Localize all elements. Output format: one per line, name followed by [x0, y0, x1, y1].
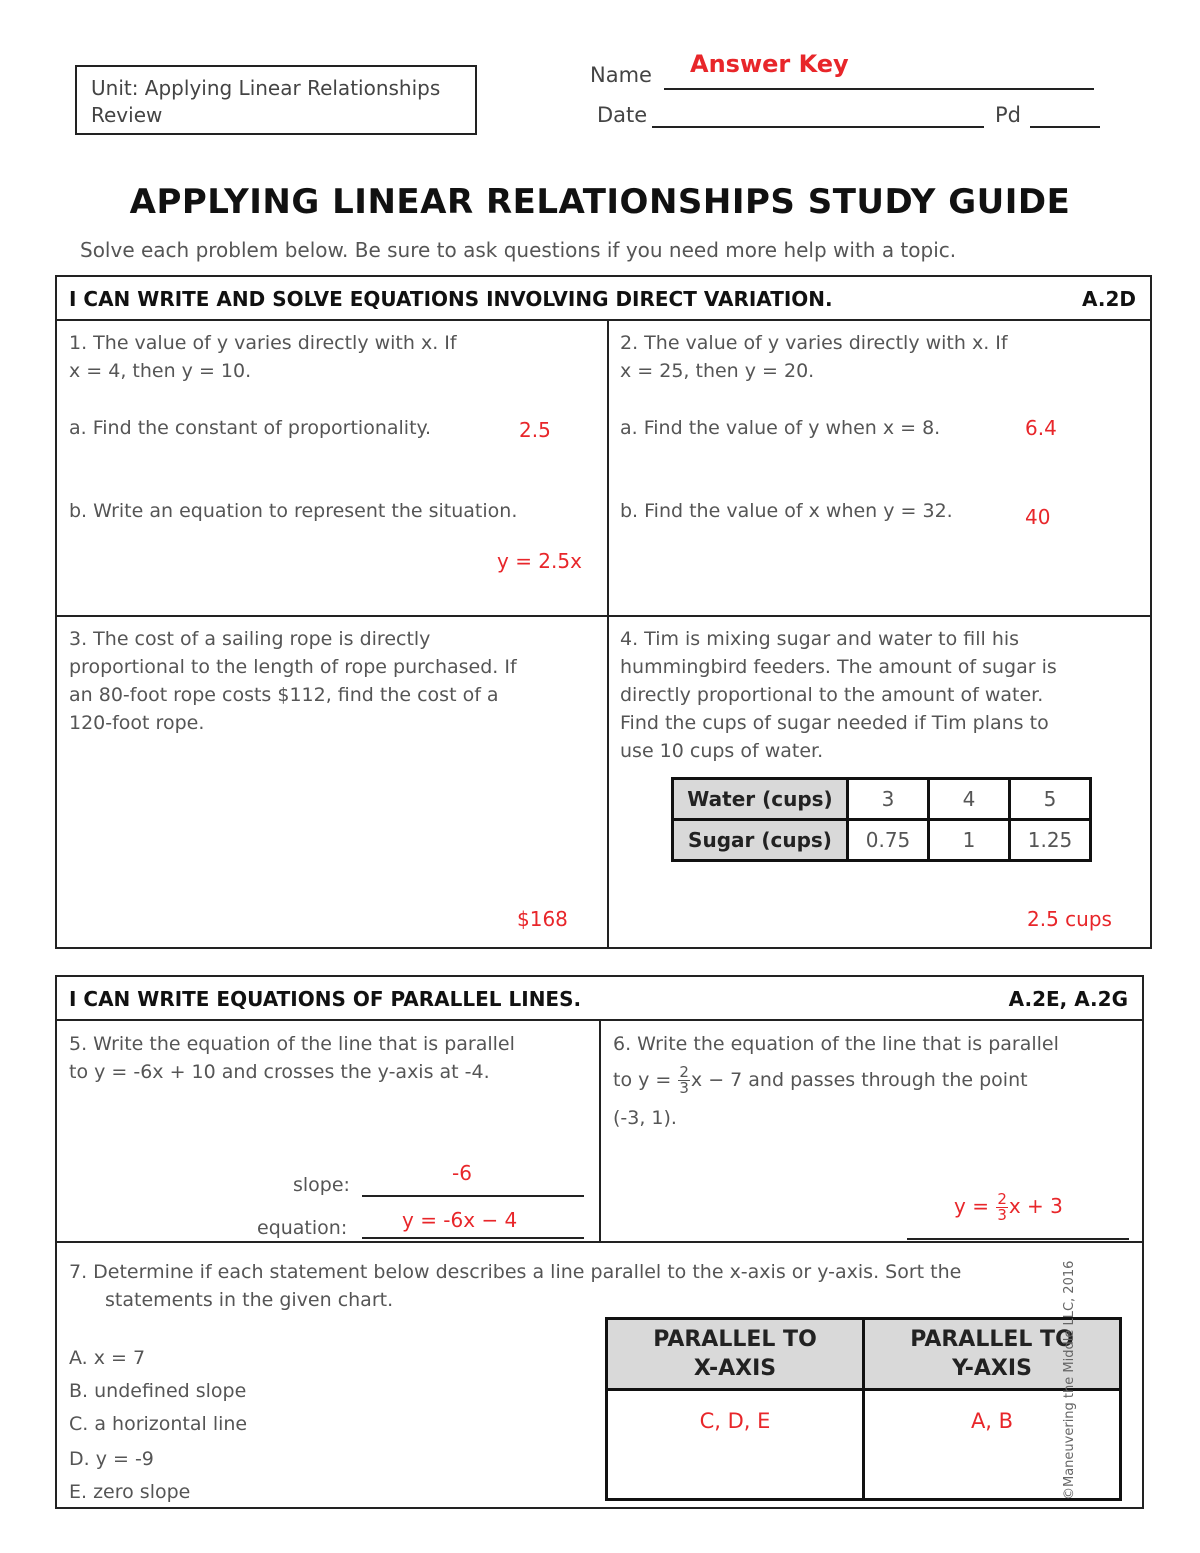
q1-part-b: b. Write an equation to represent the situation. — [69, 500, 518, 522]
q7-item-c: C. a horizontal line — [69, 1413, 248, 1435]
unit-box — [75, 65, 477, 135]
name-label: Name — [590, 63, 652, 87]
q1-stem-line1: 1. The value of y varies directly with x. If — [69, 332, 457, 354]
q3-line4: 120-foot rope. — [69, 712, 205, 734]
section-heading-text: I CAN WRITE AND SOLVE EQUATIONS INVOLVING DIRECT VARIATION. — [69, 287, 833, 311]
unit-subtitle: Review — [91, 103, 163, 127]
two-thirds-fraction: $\frac{2}{3}$ — [679, 1063, 689, 1097]
q2-answer-a: 6.4 — [1025, 416, 1057, 440]
q4-line2: hummingbird feeders. The amount of sugar is — [620, 656, 1057, 678]
water-sugar-table — [671, 777, 1092, 862]
q5-equation-answer: y = -6x − 4 — [402, 1208, 518, 1232]
table-cell: 1 — [929, 820, 1010, 861]
q5-slope-label: slope: — [293, 1174, 350, 1196]
q2-answer-b: 40 — [1025, 505, 1051, 529]
q7-item-b: B. undefined slope — [69, 1380, 247, 1402]
section-direct-variation — [55, 275, 1152, 949]
date-line[interactable] — [652, 126, 984, 128]
name-line[interactable] — [664, 88, 1094, 90]
q4-line3: directly proportional to the amount of water. — [620, 684, 1044, 706]
q5-equation-label: equation: — [257, 1217, 348, 1239]
q7-line2: statements in the given chart. — [105, 1289, 394, 1311]
q5-slope-line[interactable] — [362, 1195, 584, 1197]
row-divider — [57, 1241, 1143, 1243]
q4-line5: use 10 cups of water. — [620, 740, 824, 762]
q4-line4: Find the cups of sugar needed if Tim plans to — [620, 712, 1049, 734]
table-row — [673, 820, 1091, 861]
q4-answer: 2.5 cups — [1027, 907, 1112, 931]
period-line[interactable] — [1030, 126, 1100, 128]
q3-line1: 3. The cost of a sailing rope is directly — [69, 628, 431, 650]
table-cell: 1.25 — [1010, 820, 1091, 861]
table-cell: 0.75 — [848, 820, 929, 861]
table-cell: 3 — [848, 779, 929, 820]
section-heading — [57, 977, 1142, 1021]
standard-code: A.2D — [1082, 287, 1136, 311]
q7-item-e: E. zero slope — [69, 1481, 191, 1503]
table-row — [607, 1390, 1121, 1500]
name-value: Answer Key — [690, 50, 849, 78]
q2-part-b: b. Find the value of x when y = 32. — [620, 500, 953, 522]
q6-line2-pre: to y = — [613, 1069, 678, 1091]
two-thirds-fraction: $\frac{2}{3}$ — [997, 1190, 1007, 1224]
q7-item-a: A. x = 7 — [69, 1347, 146, 1369]
q2-stem-line1: 2. The value of y varies directly with x. If — [620, 332, 1008, 354]
header-parallel-y: PARALLEL TO Y-AXIS — [864, 1319, 1121, 1390]
q5-equation-line[interactable] — [362, 1237, 584, 1239]
section-heading-text: I CAN WRITE EQUATIONS OF PARALLEL LINES. — [69, 987, 582, 1011]
q3-line3: an 80-foot rope costs $112, find the cost of a — [69, 684, 499, 706]
q7-line1: 7. Determine if each statement below describes a line parallel to the x-axis or y-axis. Sort the — [69, 1261, 962, 1283]
unit-title: Unit: Applying Linear Relationships — [91, 76, 441, 100]
row-label-water: Water (cups) — [673, 779, 848, 820]
column-divider — [607, 319, 609, 949]
q5-line1: 5. Write the equation of the line that is parallel — [69, 1033, 515, 1055]
q1-stem-line2: x = 4, then y = 10. — [69, 360, 252, 382]
q6-answer: y = $\frac{2}{3}$ x + 3 — [954, 1190, 1063, 1224]
q2-stem-line2: x = 25, then y = 20. — [620, 360, 815, 382]
sort-chart — [605, 1317, 1122, 1501]
date-label: Date — [597, 103, 648, 127]
q1-answer-b: y = 2.5x — [497, 549, 582, 573]
table-row — [607, 1319, 1121, 1390]
q6-line2-post: x − 7 and passes through the point — [690, 1069, 1028, 1091]
q4-line1: 4. Tim is mixing sugar and water to fill his — [620, 628, 1020, 650]
q6-line2 — [613, 1065, 1028, 1096]
instructions: Solve each problem below. Be sure to ask questions if you need more help with a topic. — [80, 238, 957, 262]
table-cell: 5 — [1010, 779, 1091, 820]
row-label-sugar: Sugar (cups) — [673, 820, 848, 861]
answer-parallel-x[interactable]: C, D, E — [607, 1390, 864, 1500]
row-divider — [57, 615, 1151, 617]
q5-slope-answer: -6 — [452, 1161, 472, 1185]
q6-line3: (-3, 1). — [613, 1107, 677, 1129]
q1-part-a: a. Find the constant of proportionality. — [69, 417, 432, 439]
q3-line2: proportional to the length of rope purchased. If — [69, 656, 517, 678]
copyright: ©Maneuvering the Middle LLC, 2016 — [1062, 1260, 1077, 1500]
q6-answer-line[interactable] — [907, 1238, 1129, 1240]
q5-line2: to y = -6x + 10 and crosses the y-axis at -4. — [69, 1061, 490, 1083]
answer-parallel-y[interactable]: A, B — [864, 1390, 1121, 1500]
q7-item-d: D. y = -9 — [69, 1448, 154, 1470]
standard-code: A.2E, A.2G — [1008, 987, 1128, 1011]
q6-line1: 6. Write the equation of the line that is parallel — [613, 1033, 1059, 1055]
q3-answer: $168 — [517, 907, 568, 931]
column-divider — [599, 1019, 601, 1241]
table-row — [673, 779, 1091, 820]
q2-part-a: a. Find the value of y when x = 8. — [620, 417, 941, 439]
q1-answer-a: 2.5 — [519, 418, 551, 442]
table-cell: 4 — [929, 779, 1010, 820]
header-parallel-x: PARALLEL TO X-AXIS — [607, 1319, 864, 1390]
page-title: APPLYING LINEAR RELATIONSHIPS STUDY GUIDE — [129, 182, 1071, 222]
section-heading — [57, 277, 1150, 321]
section-parallel-lines — [55, 975, 1144, 1509]
period-label: Pd — [995, 103, 1021, 127]
